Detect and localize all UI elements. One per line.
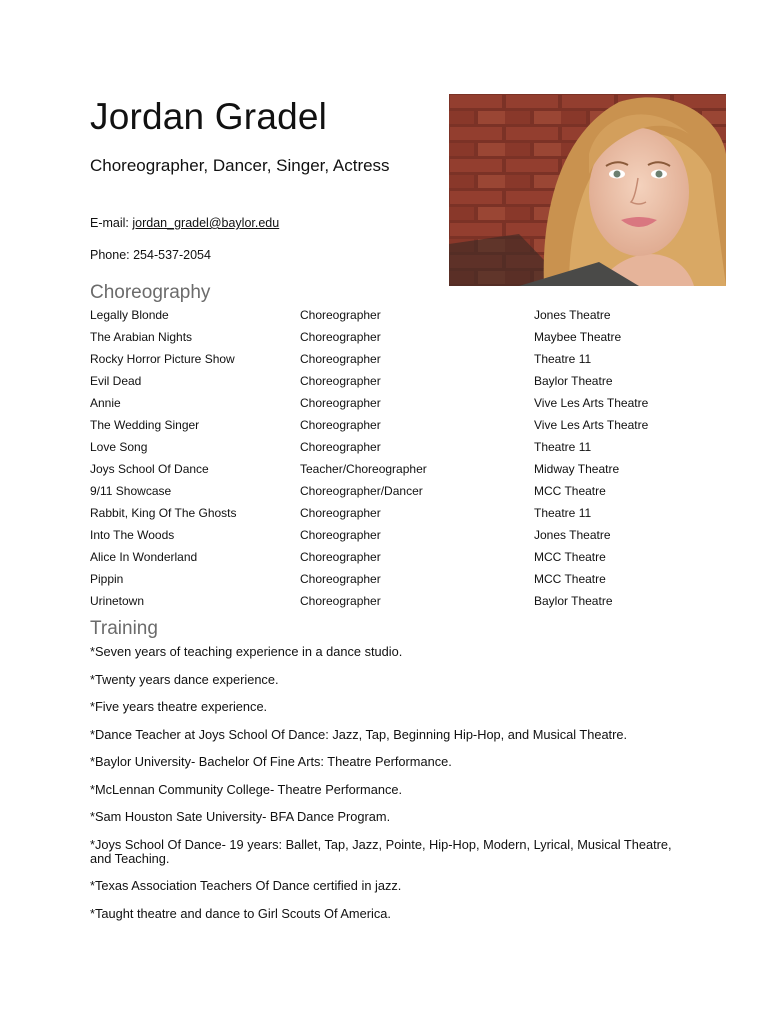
credit-show: Rocky Horror Picture Show [90, 352, 235, 366]
training-item: *Five years theatre experience. [90, 699, 268, 714]
credit-role: Choreographer [300, 506, 381, 520]
credit-role: Choreographer [300, 594, 381, 608]
training-item: *Dance Teacher at Joys School Of Dance: Jazz, Tap, Beginning Hip-Hop, and Musical Theatre. [90, 726, 628, 742]
credit-row [90, 330, 690, 352]
credit-venue: Jones Theatre [534, 528, 611, 542]
resume-name: Jordan Gradel [90, 96, 328, 137]
credit-venue: Baylor Theatre [534, 594, 613, 608]
credit-show: Into The Woods [90, 528, 175, 542]
credit-show: Love Song [90, 440, 148, 454]
training-item: *Twenty years dance experience. [90, 671, 279, 687]
credit-role: Choreographer [300, 440, 381, 454]
credit-venue: Maybee Theatre [534, 330, 622, 344]
credit-venue: Theatre 11 [534, 352, 592, 366]
phone-number: 254-537-2054 [133, 248, 211, 262]
credit-show: Pippin [90, 572, 124, 586]
phone-label: Phone: [90, 248, 130, 262]
email-link[interactable]: jordan_gradel@baylor.edu [132, 216, 280, 230]
credit-role: Choreographer [300, 330, 381, 344]
credit-show: The Wedding Singer [90, 418, 200, 432]
credit-role: Choreographer [300, 418, 381, 432]
credit-role: Choreographer/Dancer [300, 484, 423, 498]
credit-role: Choreographer [300, 528, 381, 542]
training-heading: Training [90, 618, 158, 639]
credit-venue: Midway Theatre [534, 462, 620, 476]
credit-row [90, 550, 690, 572]
credit-venue: MCC Theatre [534, 572, 606, 586]
credit-show: Evil Dead [90, 374, 142, 388]
choreography-list [90, 308, 690, 616]
credit-show: Legally Blonde [90, 308, 169, 322]
training-item: *McLennan Community College- Theatre Performance. [90, 781, 403, 797]
credit-row [90, 308, 690, 330]
credit-role: Choreographer [300, 374, 381, 388]
credit-venue: MCC Theatre [534, 484, 606, 498]
credit-row [90, 572, 690, 594]
credit-venue: MCC Theatre [534, 550, 606, 564]
training-item: *Joys School Of Dance- 19 years: Ballet, Tap, Jazz, Pointe, Hip-Hop, Modern, Lyrical, Musical Theatre, and Teaching. [90, 836, 672, 866]
credit-role: Choreographer [300, 352, 381, 366]
resume-subtitle: Choreographer, Dancer, Singer, Actress [90, 156, 390, 175]
training-list [90, 645, 690, 934]
credit-venue: Theatre 11 [534, 440, 592, 454]
credit-venue: Vive Les Arts Theatre [534, 418, 649, 432]
credit-show: Urinetown [90, 594, 145, 608]
credit-role: Choreographer [300, 550, 381, 564]
credit-venue: Theatre 11 [534, 506, 592, 520]
training-item: *Baylor University- Bachelor Of Fine Arts: Theatre Performance. [90, 754, 452, 769]
credit-row [90, 352, 690, 374]
credit-show: 9/11 Showcase [90, 484, 172, 498]
training-item: *Taught theatre and dance to Girl Scouts Of America. [90, 905, 391, 921]
credit-role: Choreographer [300, 396, 381, 410]
training-item: *Seven years of teaching experience in a dance studio. [90, 644, 403, 659]
credit-venue: Jones Theatre [534, 308, 611, 322]
credit-row [90, 396, 690, 418]
choreography-heading: Choreography [90, 282, 211, 303]
credit-role: Choreographer [300, 308, 381, 322]
email-label: E-mail: [90, 216, 129, 230]
credit-row [90, 462, 690, 484]
phone-line [90, 248, 211, 262]
training-item: *Texas Association Teachers Of Dance certified in jazz. [90, 878, 402, 893]
credit-row [90, 506, 690, 528]
credit-show: Alice In Wonderland [90, 550, 198, 564]
credit-role: Teacher/Choreographer [300, 462, 427, 476]
credit-show: Rabbit, King Of The Ghosts [90, 506, 237, 520]
credit-row [90, 374, 690, 396]
credit-row [90, 594, 690, 616]
credit-show: Annie [90, 396, 121, 410]
credit-row [90, 528, 690, 550]
credit-row [90, 484, 690, 506]
credit-row [90, 440, 690, 462]
credit-venue: Baylor Theatre [534, 374, 613, 388]
training-item: *Sam Houston Sate University- BFA Dance Program. [90, 809, 391, 824]
credit-venue: Vive Les Arts Theatre [534, 396, 649, 410]
credit-row [90, 418, 690, 440]
credit-show: Joys School Of Dance [90, 462, 209, 476]
email-line [90, 216, 279, 230]
credit-role: Choreographer [300, 572, 381, 586]
headshot-photo [449, 94, 726, 286]
credit-show: The Arabian Nights [90, 330, 193, 344]
